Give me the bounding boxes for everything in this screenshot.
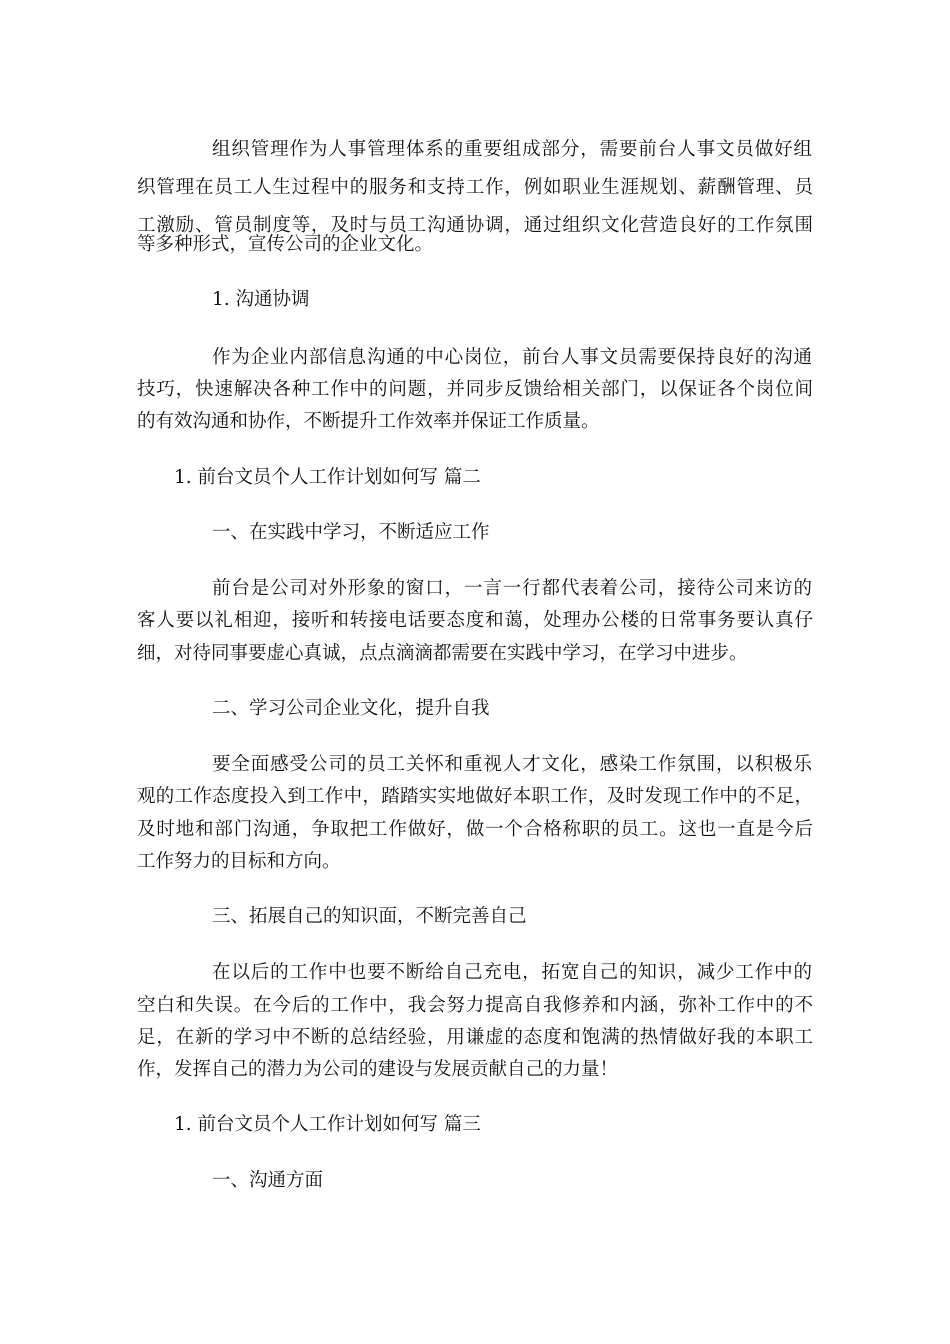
heading-communication: 1. 沟通协调 [212, 289, 310, 310]
paragraph-line: 观的工作态度投入到工作中，踏踏实实地做好本职工作，及时发现工作中的不足， [137, 786, 813, 807]
paragraph-line: 足，在新的学习中不断的总结经验，用谦虚的态度和饱满的热情做好我的本职工 [137, 1027, 813, 1048]
paragraph-line: 工激励、管员制度等，及时与员工沟通协调，通过组织文化营造良好的工作氛围 [137, 215, 813, 236]
paragraph-line: 等多种形式，宣传公司的企业文化。 [137, 234, 434, 255]
paragraph-line: 作，发挥自己的潜力为公司的建设与发展贡献自己的力量！ [137, 1059, 619, 1080]
section-two-title: 二、学习公司企业文化，提升自我 [212, 698, 490, 719]
paragraph-line: 技巧，快速解决各种工作中的问题，并同步反馈给相关部门，以保证各个岗位间 [137, 379, 813, 400]
paragraph-line: 在以后的工作中也要不断给自己充电，拓宽自己的知识，减少工作中的 [212, 962, 812, 983]
section-three-title: 三、拓展自己的知识面，不断完善自己 [212, 906, 527, 927]
paragraph-line: 的有效沟通和协作，不断提升工作效率并保证工作质量。 [137, 411, 600, 432]
part-three-section-one-title: 一、沟通方面 [212, 1170, 324, 1191]
heading-part-three: 1. 前台文员个人工作计划如何写 篇三 [174, 1114, 481, 1135]
section-one-title: 一、在实践中学习，不断适应工作 [212, 522, 490, 543]
heading-part-two: 1. 前台文员个人工作计划如何写 篇二 [174, 467, 481, 488]
paragraph-line: 前台是公司对外形象的窗口，一言一行都代表着公司，接待公司来访的 [212, 578, 812, 599]
paragraph-line: 及时地和部门沟通，争取把工作做好，做一个合格称职的员工。这也一直是今后 [137, 819, 813, 840]
paragraph-line: 作为企业内部信息沟通的中心岗位，前台人事文员需要保持良好的沟通 [212, 347, 812, 368]
paragraph-line: 空白和失误。在今后的工作中，我会努力提高自我修养和内涵，弥补工作中的不 [137, 995, 813, 1016]
paragraph-line: 组织管理作为人事管理体系的重要组成部分，需要前台人事文员做好组 [212, 139, 812, 160]
paragraph-line: 织管理在员工人生过程中的服务和支持工作，例如职业生涯规划、薪酬管理、员 [137, 177, 813, 198]
paragraph-line: 要全面感受公司的员工关怀和重视人才文化，感染工作氛围，以积极乐 [212, 754, 812, 775]
paragraph-line: 客人要以礼相迎，接听和转接电话要态度和蔼，处理办公楼的日常事务要认真仔 [137, 610, 813, 631]
paragraph-line: 工作努力的目标和方向。 [137, 851, 341, 872]
paragraph-line: 细，对待同事要虚心真诚，点点滴滴都需要在实践中学习，在学习中进步。 [137, 643, 748, 664]
